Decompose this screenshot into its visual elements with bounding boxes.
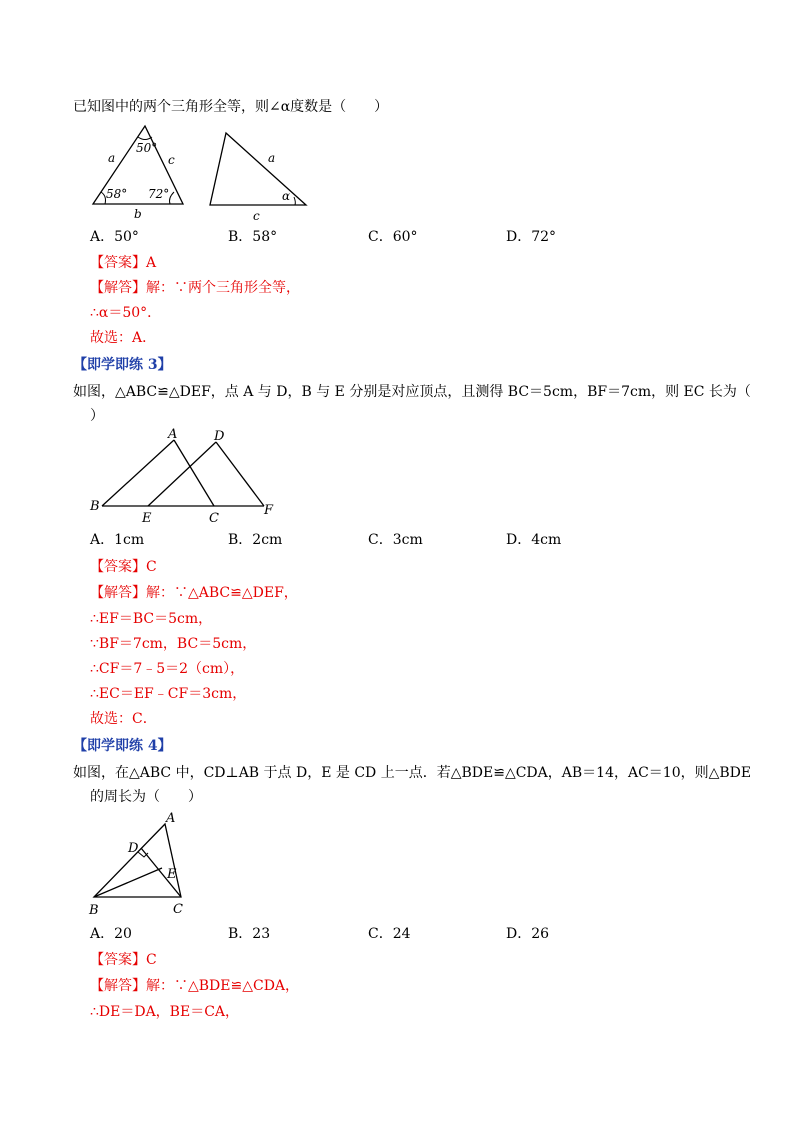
q2-label-f: F (264, 503, 274, 518)
q3-label-c: C (173, 902, 183, 917)
q2-label-b: B (90, 499, 100, 514)
q1-right-side-a: a (268, 151, 276, 165)
q1-left-top-angle: 50° (136, 141, 158, 155)
q1-option-a: A．50° (90, 229, 139, 245)
q2-heading: 【即学即练 3】 (73, 357, 172, 373)
q2-solution-line-3: ∵BF＝7cm，BC＝5cm， (90, 636, 257, 652)
q1-right-side-c: c (253, 209, 260, 223)
q1-figure-left (88, 122, 188, 222)
q2-label-d: D (214, 429, 225, 444)
q3-option-d: D．26 (506, 926, 550, 942)
q2-option-c: C．3cm (368, 532, 423, 548)
q3-answer: 【答案】C (90, 952, 157, 968)
q2-answer: 【答案】C (90, 559, 157, 575)
q1-stem: 已知图中的两个三角形全等，则∠α度数是（ ） (73, 99, 389, 115)
q1-option-c: C．60° (368, 229, 418, 245)
q2-solution-line-2: ∴EF＝BC＝5cm， (90, 611, 213, 627)
q2-solution-line-4: ∴CF＝7﹣5＝2（cm）， (90, 661, 245, 677)
q2-option-b: B．2cm (228, 532, 283, 548)
q3-stem-line-2: 的周长为（ ） (90, 789, 202, 805)
q2-solution-line-1: 【解答】解：∵△ABC≌△DEF， (90, 585, 298, 601)
q3-label-e: E (167, 867, 177, 882)
q2-label-e: E (142, 511, 152, 526)
q2-option-d: D．4cm (506, 532, 562, 548)
q3-option-a: A．20 (90, 926, 132, 942)
q1-option-d: D．72° (506, 229, 557, 245)
q3-solution-line-1: 【解答】解：∵△BDE≌△CDA， (90, 978, 300, 994)
q1-answer: 【答案】A (90, 255, 157, 271)
q1-left-side-b: b (134, 207, 142, 221)
q1-left-side-a: a (108, 151, 116, 165)
q2-stem-line-2: ） (90, 408, 104, 424)
q3-label-a: A (166, 811, 176, 826)
q3-stem-line-1: 如图，在△ABC 中，CD⊥AB 于点 D，E 是 CD 上一点．若△BDE≌△CDA，AB＝14，AC＝10，则△BDE (73, 765, 752, 781)
q1-option-b: B．58° (228, 229, 278, 245)
q2-stem-line-1: 如图，△ABC≌△DEF，点 A 与 D，B 与 E 分别是对应顶点，且测得 BC＝5cm，BF＝7cm，则 EC 长为（ (73, 384, 751, 400)
q3-label-d: D (128, 841, 139, 856)
q1-left-left-angle: 58° (106, 187, 128, 201)
q1-left-side-c: c (168, 153, 175, 167)
q3-figure (88, 808, 198, 918)
q1-solution-line-1: 【解答】解：∵两个三角形全等， (90, 280, 300, 296)
q1-solution-line-3: 故选：A． (90, 330, 157, 346)
q2-option-a: A．1cm (90, 532, 145, 548)
q1-figure-right (206, 130, 316, 225)
q2-label-c: C (209, 511, 219, 526)
q1-solution-line-2: ∴α＝50°． (90, 305, 162, 321)
q1-left-right-angle: 72° (148, 187, 170, 201)
q2-figure (88, 428, 288, 526)
q1-right-angle: α (282, 189, 291, 203)
q3-label-b: B (89, 903, 99, 918)
q3-option-b: B．23 (228, 926, 271, 942)
q2-solution-line-5: ∴EC＝EF﹣CF＝3cm， (90, 686, 247, 702)
q2-solution-line-6: 故选：C． (90, 711, 157, 727)
q3-solution-line-2: ∴DE＝DA，BE＝CA， (90, 1004, 240, 1020)
q3-option-c: C．24 (368, 926, 411, 942)
q2-label-a: A (168, 427, 178, 442)
q3-heading: 【即学即练 4】 (73, 738, 172, 754)
